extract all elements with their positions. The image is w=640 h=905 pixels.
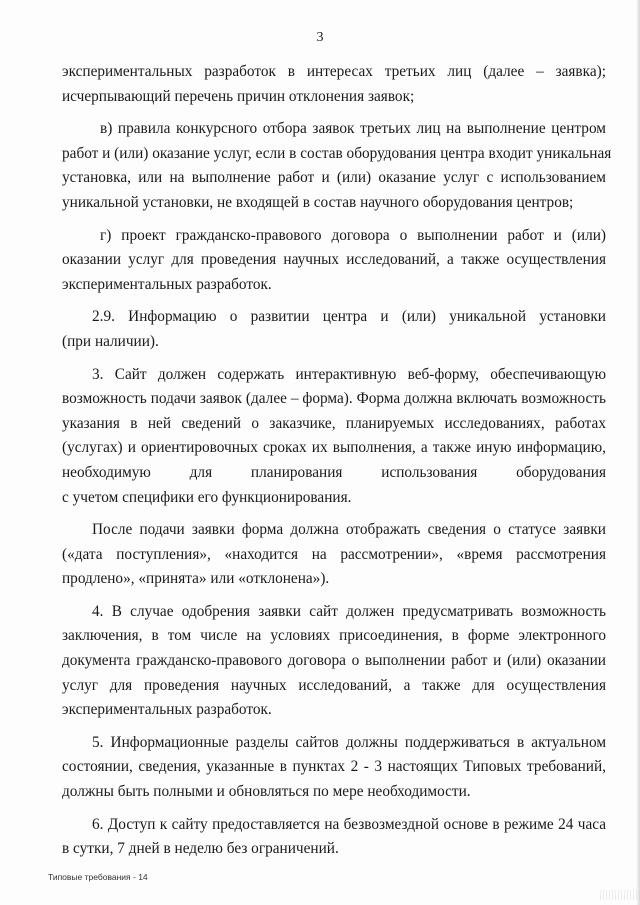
- paragraph-3: [62, 363, 606, 511]
- page-number: 3: [316, 30, 324, 45]
- text-line: (услугах) и ориентировочных сроках их выполнения, а также иную информацию,: [62, 439, 606, 457]
- paragraph-application-continuation: [62, 60, 606, 109]
- text-line: экспериментальных разработок.: [62, 275, 272, 293]
- paragraph-status: [62, 518, 606, 592]
- paragraph-6: [62, 813, 606, 862]
- body-text: [62, 60, 612, 862]
- text-line: (при наличии).: [62, 332, 159, 350]
- scan-noise: [600, 890, 640, 900]
- text-line: установка, или на выполнение работ и (или) оказание услуг с использованием: [62, 169, 606, 187]
- text-line: 5. Информационные разделы сайтов должны поддерживаться в актуальном: [92, 733, 606, 751]
- text-line: в сутки, 7 дней в неделю без ограничений.: [62, 840, 339, 858]
- text-line: должны быть полными и обновляться по мере необходимости.: [62, 783, 471, 801]
- text-line: 6. Доступ к сайту предоставляется на безвозмездной основе в режиме 24 часа: [92, 815, 606, 833]
- paragraph-2-9: [62, 305, 606, 354]
- text-line: экспериментальных разработок.: [62, 701, 272, 719]
- text-line: исчерпывающий перечень причин отклонения заявок;: [62, 87, 415, 105]
- footer-label: Типовые требования - 14: [48, 872, 148, 882]
- paragraph-item-g: [62, 224, 606, 298]
- text-line: заключения, в том числе на условиях присоединения, в форме электронного: [62, 627, 606, 645]
- paragraph-5: [62, 731, 606, 805]
- text-line: необходимую для планирования использования оборудования: [62, 463, 606, 481]
- text-line: После подачи заявки форма должна отображать сведения о статусе заявки: [92, 521, 606, 539]
- text-line: экспериментальных разработок в интересах третьих лиц (далее – заявка);: [62, 63, 606, 80]
- text-line: 2.9. Информацию о развитии центра и (или) уникальной установки: [92, 308, 606, 326]
- paragraph-4: [62, 600, 606, 723]
- text-line: услуг для проведения научных исследований, а также для осуществления: [62, 676, 606, 694]
- text-line: 3. Сайт должен содержать интерактивную веб-форму, обеспечивающую: [92, 365, 606, 383]
- text-line: в) правила конкурсного отбора заявок третьих лиц на выполнение центром: [100, 120, 606, 138]
- text-line: 4. В случае одобрения заявки сайт должен предусматривать возможность: [92, 602, 606, 620]
- text-line: состоянии, сведения, указанные в пунктах 2 - 3 настоящих Типовых требований,: [62, 758, 606, 776]
- text-line: указания в ней сведений о заказчике, планируемых исследованиях, работах: [62, 414, 606, 432]
- text-line: г) проект гражданско-правового договора о выполнении работ и (или): [100, 226, 606, 244]
- text-line: с учетом специфики его функционирования.: [62, 488, 352, 506]
- text-line: уникальной установки, не входящей в состав научного оборудования центров;: [62, 193, 574, 211]
- text-line: оказании услуг для проведения научных исследований, а также осуществления: [62, 251, 606, 269]
- paragraph-item-v: [62, 117, 612, 215]
- text-line: («дата поступления», «находится на рассмотрении», «время рассмотрения: [62, 545, 606, 563]
- text-line: работ и (или) оказание услуг, если в состав оборудования центра входит уникальная: [62, 144, 612, 162]
- text-line: продлено», «принята» или «отклонена»).: [62, 570, 330, 588]
- text-line: документа гражданско-правового договора о выполнении работ и (или) оказании: [62, 652, 606, 670]
- text-line: возможность подачи заявок (далее – форма). Форма должна включать возможность: [62, 390, 606, 408]
